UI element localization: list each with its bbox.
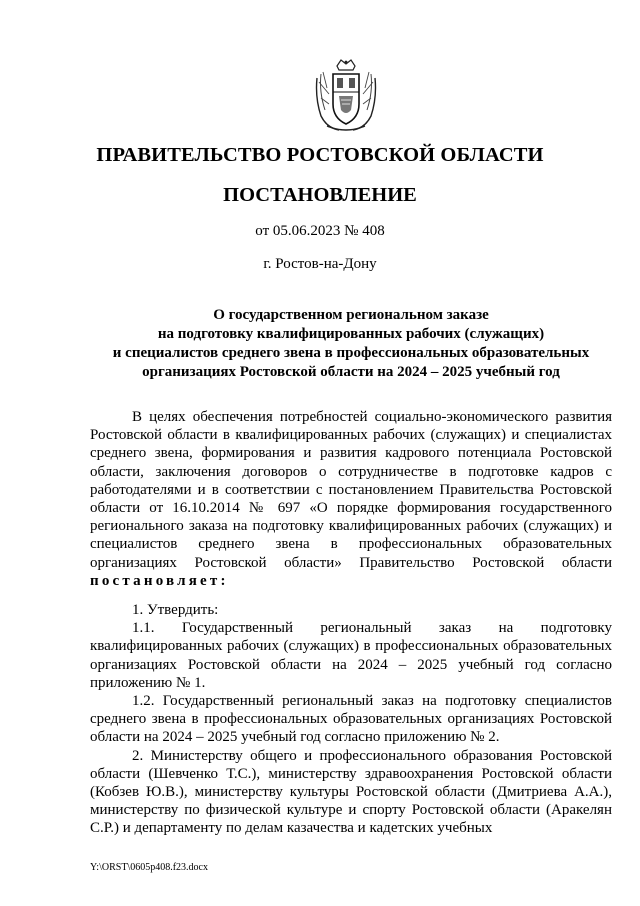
subject-line: на подготовку квалифицированных рабочих (служащих) bbox=[157, 326, 545, 342]
item-1-1: 1.1. Государственный региональный заказ на подготовку квалифицированных рабочих (служащих) в профессиональных образовательных организациях Ростовской области на 2024 – 2025 учебный год согласно приложению № 1. bbox=[90, 620, 612, 691]
document-city: г. Ростов-на-Дону bbox=[263, 256, 377, 272]
item-1-2: 1.2. Государственный региональный заказ на подготовку специалистов среднего звена в профессиональных образовательных организациях Ростовской области на 2024 – 2025 учебный год согласно приложению № 2. bbox=[90, 693, 612, 746]
document-date-number: от 05.06.2023 № 408 bbox=[255, 223, 385, 239]
resolves-word: постановляет: bbox=[90, 572, 229, 589]
document-type: ПОСТАНОВЛЕНИЕ bbox=[223, 184, 417, 206]
item-1: 1. Утвердить: bbox=[132, 602, 219, 619]
subject-line: О государственном региональном заказе bbox=[213, 307, 489, 323]
preamble-text: В целях обеспечения потребностей социально-экономического развития Ростовской области в квалифицированных рабочих (служащих) и специалистах среднего звена, формирования и развития кадрового потенциала Ростовской области, заключения договоров о сотрудничестве в подготовке кадров с работодателями и в соответствии с постановлением Правительства Ростовской области от 16.10.2014 № 697 «О порядке формирования государственного регионального заказа на подготовку квалифицированных рабочих (служащих) и специалистов среднего звена в профессиональных образовательных организациях Ростовской области» Правительство Ростовской области bbox=[90, 409, 612, 571]
item-2: 2. Министерству общего и профессионального образования Ростовской области (Шевченко Т.С.), министерству здравоохранения Ростовской области (Кобзев Ю.В.), министерству культуры Ростовской области (Дмитриева А.А.), министерству по физической культуре и спорту Ростовской области (Аракелян С.Р.) и департаменту по делам казачества и кадетских учебных bbox=[90, 747, 612, 837]
file-path-footer: Y:\ORST\0605p408.f23.docx bbox=[90, 862, 208, 873]
document-body bbox=[90, 408, 612, 838]
subject-line: организациях Ростовской области на 2024 – 2025 учебный год bbox=[142, 364, 560, 380]
document-subject bbox=[90, 306, 612, 382]
preamble-paragraph bbox=[90, 408, 612, 590]
government-title: ПРАВИТЕЛЬСТВО РОСТОВСКОЙ ОБЛАСТИ bbox=[96, 144, 544, 166]
coat-of-arms-icon bbox=[313, 58, 379, 134]
subject-line: и специалистов среднего звена в профессиональных образовательных bbox=[112, 345, 590, 361]
